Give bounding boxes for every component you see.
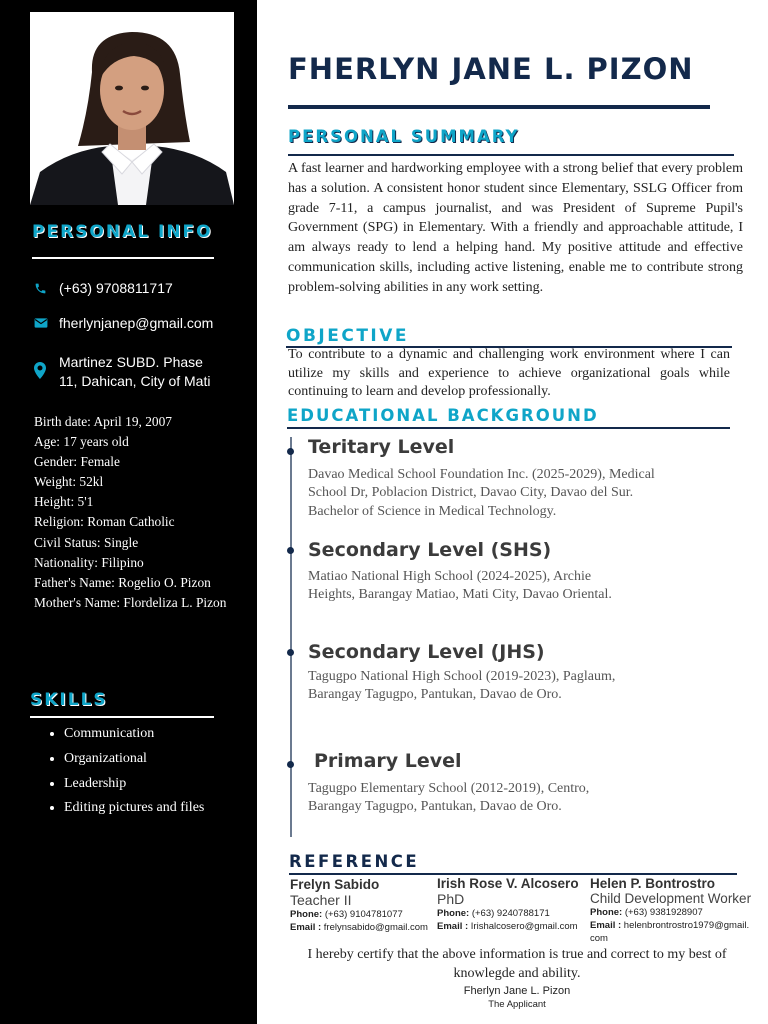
- objective-heading: OBJECTIVE: [286, 326, 410, 346]
- reference-card: [290, 877, 435, 934]
- skill-item: Leadership: [34, 771, 204, 796]
- skills-list: [34, 722, 204, 821]
- mothers-name: Mother's Name: Flordeliza L. Pizon: [34, 594, 227, 610]
- reference-phone: Phone: (+63) 9104781077: [290, 909, 403, 920]
- personal-summary-heading: PERSONAL SUMMARY: [288, 127, 520, 146]
- name-divider: [288, 105, 710, 109]
- reference-title: Teacher II: [290, 892, 352, 908]
- profile-photo: [30, 12, 234, 205]
- primary-level-title: Primary Level: [314, 750, 462, 772]
- reference-email: Email : Irishalcosero@gmail.com: [437, 921, 578, 932]
- tertiary-level-detail: Davao Medical School Foundation Inc. (2025-2029), Medical School Dr, Poblacion District, Davao City, Davao del Sur. Bachelor of Science in Medical Technology.: [308, 467, 655, 519]
- reference-name: Helen P. Bontrostro: [590, 876, 716, 891]
- bullet-icon: [50, 782, 54, 786]
- bullet-icon: [50, 806, 54, 810]
- reference-phone: Phone: (+63) 9381928907: [590, 907, 703, 918]
- shs-level-detail: Matiao National High School (2024-2025), Archie Heights, Barangay Matiao, Mati City, Davao Oriental.: [308, 569, 612, 603]
- tertiary-level-title: Teritary Level: [308, 436, 455, 458]
- signature-role: The Applicant: [488, 999, 546, 1010]
- education-timeline: [290, 437, 292, 837]
- religion: Religion: Roman Catholic: [34, 514, 175, 530]
- phone-icon: [34, 280, 50, 296]
- skills-heading: SKILLS: [30, 690, 108, 710]
- primary-level-detail: Tagugpo Elementary School (2012-2019), Centro, Barangay Tagugpo, Pantukan, Davao de Oro.: [308, 781, 590, 815]
- civil-status: Civil Status: Single: [34, 534, 139, 550]
- summary-divider: [288, 154, 734, 156]
- jhs-level-detail: Tagugpo National High School (2019-2023), Paglaum, Barangay Tagugpo, Pantukan, Davao de Oro.: [308, 669, 616, 703]
- certification-statement: I hereby certify that the above information is true and correct to my best of knowlegde and ability.: [307, 947, 727, 981]
- education-divider: [287, 427, 730, 429]
- location-pin-icon: [34, 353, 50, 390]
- reference-card: [590, 876, 766, 945]
- personal-details: [34, 412, 244, 613]
- reference-name: Frelyn Sabido: [290, 877, 380, 892]
- personal-info-divider: [32, 257, 214, 259]
- skills-divider: [30, 716, 214, 718]
- timeline-dot-icon: [287, 649, 294, 656]
- reference-phone: Phone: (+63) 9240788171: [437, 908, 550, 919]
- skill-item: Communication: [34, 722, 204, 747]
- signature-name: Fherlyn Jane L. Pizon: [463, 985, 571, 997]
- mail-icon: [34, 315, 50, 331]
- fathers-name: Father's Name: Rogelio O. Pizon: [34, 574, 211, 590]
- birth-date: Birth date: April 19, 2007: [34, 414, 172, 429]
- nationality: Nationality: Filipino: [34, 554, 144, 570]
- timeline-dot-icon: [287, 761, 294, 768]
- reference-email: Email : frelynsabido@gmail.com: [290, 922, 428, 933]
- bullet-icon: [50, 757, 54, 761]
- education-heading: EDUCATIONAL BACKGROUND: [287, 406, 599, 425]
- sidebar: [0, 0, 257, 1024]
- email-text: fherlynjanep@gmail.com: [59, 315, 214, 331]
- personal-info-heading: PERSONAL INFO: [32, 222, 213, 242]
- skill-item: Organizational: [34, 747, 204, 772]
- reference-divider: [289, 873, 737, 875]
- age: Age: 17 years old: [34, 434, 129, 450]
- jhs-level-title: Secondary Level (JHS): [308, 641, 545, 663]
- applicant-name: FHERLYN JANE L. PIZON: [288, 52, 694, 86]
- timeline-dot-icon: [287, 547, 294, 554]
- phone-text: (+63) 9708811717: [59, 280, 173, 296]
- objective-text: To contribute to a dynamic and challenging work environment where I can utilize my skills and experience to achieve organizational goals while continuing to learn and develop professionally.: [288, 347, 730, 400]
- height: Height: 5'1: [34, 494, 94, 510]
- reference-card: [437, 876, 587, 933]
- weight: Weight: 52kl: [34, 474, 104, 490]
- reference-heading: REFERENCE: [289, 852, 420, 871]
- bullet-icon: [50, 732, 54, 736]
- reference-title: PhD: [437, 891, 465, 907]
- email-row: [34, 315, 213, 331]
- reference-title: Child Development Worker: [590, 891, 752, 906]
- personal-summary-text: A fast learner and hardworking employee with a strong belief that every problem has a solution. A consistent honor student since Elementary, SSLG Officer from grade 7-11, a campus journalist, and was President of Supreme Pupil's Government (SPG) in Elementary. With a friendly and approachable attitude, I am always ready to lend a helping hand. My positive attitude and effective communication skills, including active listening, enable me to contribute strong problem-solving abilities in any work setting.: [288, 161, 743, 295]
- address-row: [34, 353, 224, 390]
- timeline-dot-icon: [287, 448, 294, 455]
- reference-email: Email : helenbrontrostro1979@gmail.com: [590, 920, 750, 944]
- shs-level-title: Secondary Level (SHS): [308, 539, 552, 561]
- phone-row: [34, 280, 173, 296]
- skill-item: Editing pictures and files: [34, 796, 204, 821]
- address-text: Martinez SUBD. Phase 11, Dahican, City of Mati: [59, 354, 211, 389]
- gender: Gender: Female: [34, 454, 120, 470]
- reference-name: Irish Rose V. Alcosero: [437, 876, 579, 891]
